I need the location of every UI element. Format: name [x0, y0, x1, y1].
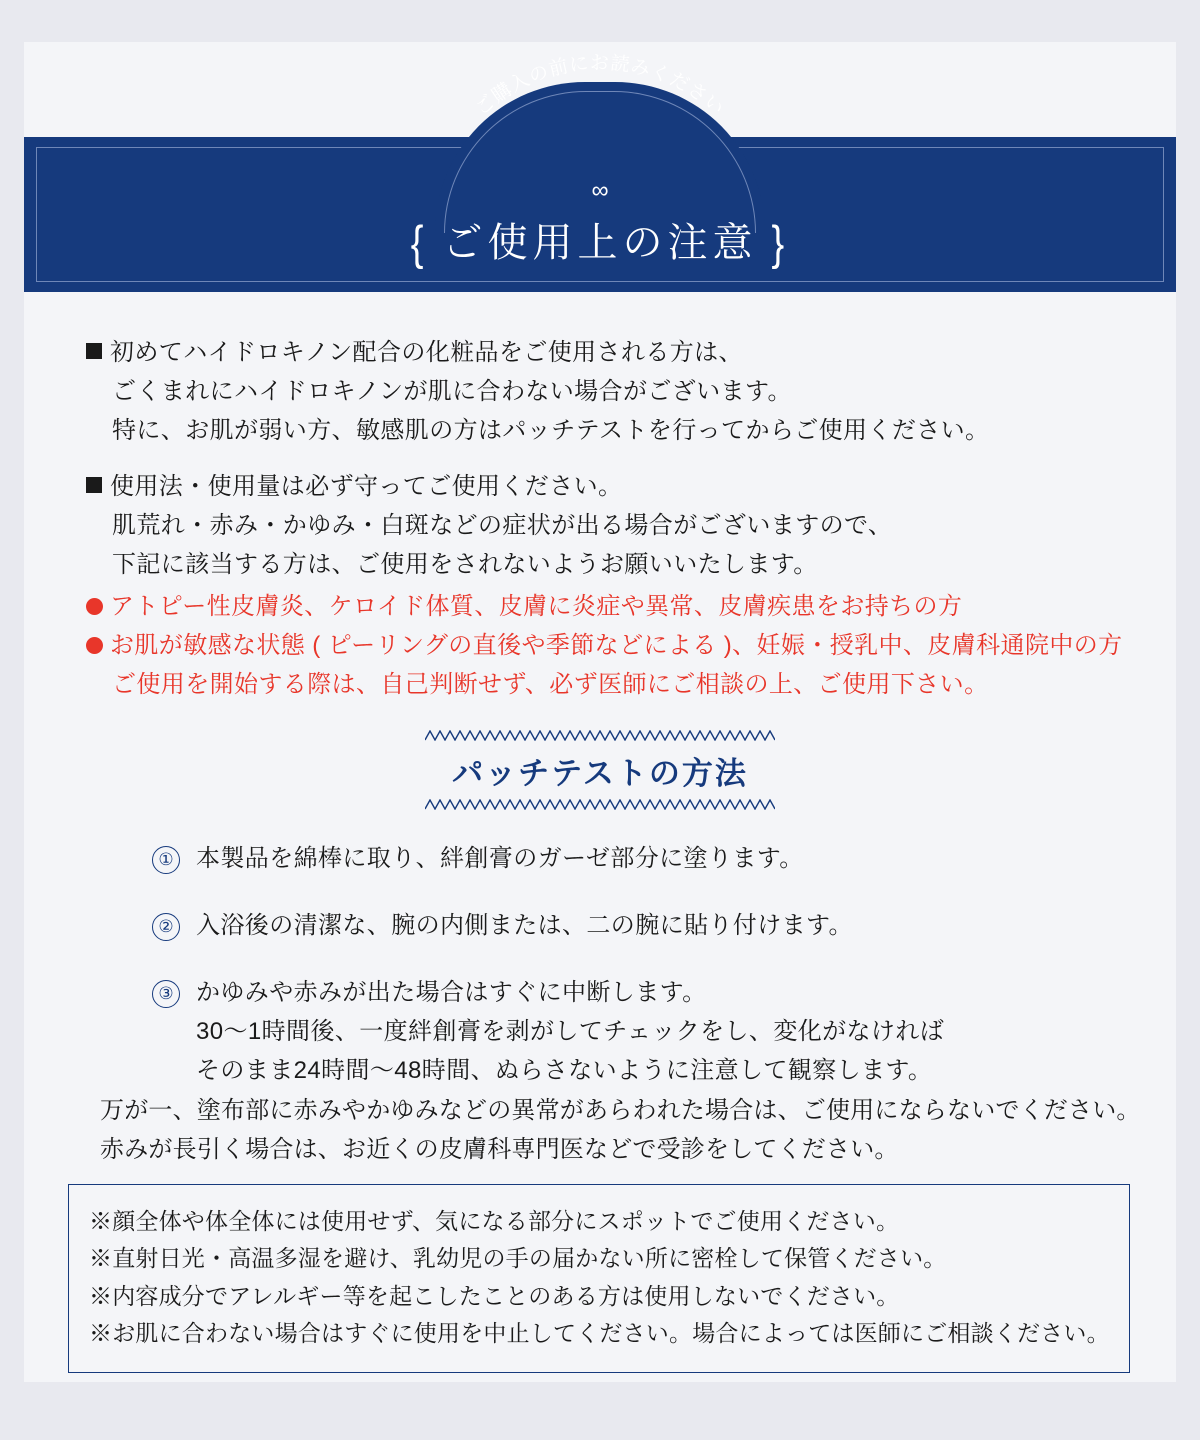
brace-right-icon: }	[771, 217, 790, 271]
page-title-text: ご使用上の注意	[442, 221, 758, 265]
section-warnings	[86, 588, 1123, 705]
first-use-line-2: ごくまれにハイドロキノンが肌に合わない場合がございます。	[112, 377, 792, 405]
note-line-3: ※内容成分でアレルギー等を起こしたことのある方は使用しないでください。	[89, 1282, 900, 1309]
infinity-icon: ∞	[591, 177, 609, 204]
section-usage	[86, 468, 892, 585]
step-text-1	[196, 840, 804, 879]
step-number-2: ②	[152, 913, 180, 941]
patch-test-steps	[152, 840, 1112, 1118]
usage-line-2: 肌荒れ・赤み・かゆみ・白斑などの症状が出る場合がございますので、	[112, 511, 893, 539]
step-text-3	[196, 974, 944, 1091]
list-item	[152, 840, 1112, 879]
step-3-line-3: そのまま24時間〜48時間、ぬらさないように注意して観察します。	[196, 1056, 933, 1084]
step-3-line-1: かゆみや赤みが出た場合はすぐに中断します。	[196, 978, 707, 1006]
first-use-text-1: 初めてハイドロキノン配合の化粧品をご使用される方は、	[110, 339, 743, 366]
notes-box	[68, 1184, 1130, 1373]
patch-test-heading	[24, 730, 1176, 810]
usage-line-1	[86, 468, 892, 507]
notice-header-banner	[24, 53, 1176, 292]
list-item	[152, 907, 1112, 946]
note-line-4: ※お肌に合わない場合はすぐに使用を中止してください。場合によっては医師にご相談ください。	[89, 1319, 1110, 1346]
section-first-use	[86, 334, 989, 451]
patch-test-closing	[100, 1092, 1141, 1170]
red-dot-icon	[86, 598, 103, 615]
step-number-3: ③	[152, 980, 180, 1008]
closing-line-2: 赤みが長引く場合は、お近くの皮膚科専門医などで受診をしてください。	[100, 1135, 899, 1163]
list-item	[152, 974, 1112, 1091]
zigzag-divider-icon	[425, 730, 775, 741]
first-use-line-1	[86, 334, 989, 373]
warning-text-1: アトピー性皮膚炎、ケロイド体質、皮膚に炎症や異常、皮膚疾患をお持ちの方	[110, 593, 963, 620]
usage-line-3: 下記に該当する方は、ご使用をされないようお願いいたします。	[112, 550, 818, 578]
step-number-1: ①	[152, 846, 180, 874]
step-3-line-2: 30〜1時間後、一度絆創膏を剥がしてチェックをし、変化がなければ	[196, 1017, 945, 1045]
square-bullet-icon	[86, 343, 102, 359]
step-text-2	[196, 907, 853, 946]
red-dot-icon	[86, 637, 103, 654]
page-title	[24, 211, 1176, 271]
zigzag-divider-icon	[425, 799, 775, 810]
brace-left-icon: {	[410, 217, 429, 271]
note-line-1: ※顔全体や体全体には使用せず、気になる部分にスポットでご使用ください。	[89, 1208, 900, 1234]
arc-text-label: ご購入の前にお読みください	[471, 53, 729, 121]
notice-sheet	[24, 42, 1176, 1382]
closing-line-1: 万が一、塗布部に赤みやかゆみなどの異常があらわれた場合は、ご使用にならないでください。	[100, 1097, 1141, 1124]
warning-item-1	[86, 588, 1123, 627]
step-2-line-1: 入浴後の清潔な、腕の内側または、二の腕に貼り付けます。	[196, 911, 853, 939]
warning-text-2: お肌が敏感な状態 ( ピーリングの直後や季節などによる )、妊娠・授乳中、皮膚科通院中の方	[110, 631, 1123, 659]
first-use-line-3: 特に、お肌が弱い方、敏感肌の方はパッチテストを行ってからご使用ください。	[112, 416, 990, 444]
usage-text-1: 使用法・使用量は必ず守ってご使用ください。	[110, 473, 623, 500]
note-line-2: ※直射日光・高温多湿を避け、乳幼児の手の届かない所に密栓して保管ください。	[89, 1245, 947, 1272]
square-bullet-icon	[86, 477, 102, 493]
warning-followup: ご使用を開始する際は、自己判断せず、必ず医師にご相談の上、ご使用下さい。	[112, 670, 989, 698]
step-1-line-1: 本製品を綿棒に取り、絆創膏のガーゼ部分に塗ります。	[196, 845, 804, 872]
patch-test-title: パッチテストの方法	[452, 756, 748, 791]
warning-item-2	[86, 627, 1123, 666]
